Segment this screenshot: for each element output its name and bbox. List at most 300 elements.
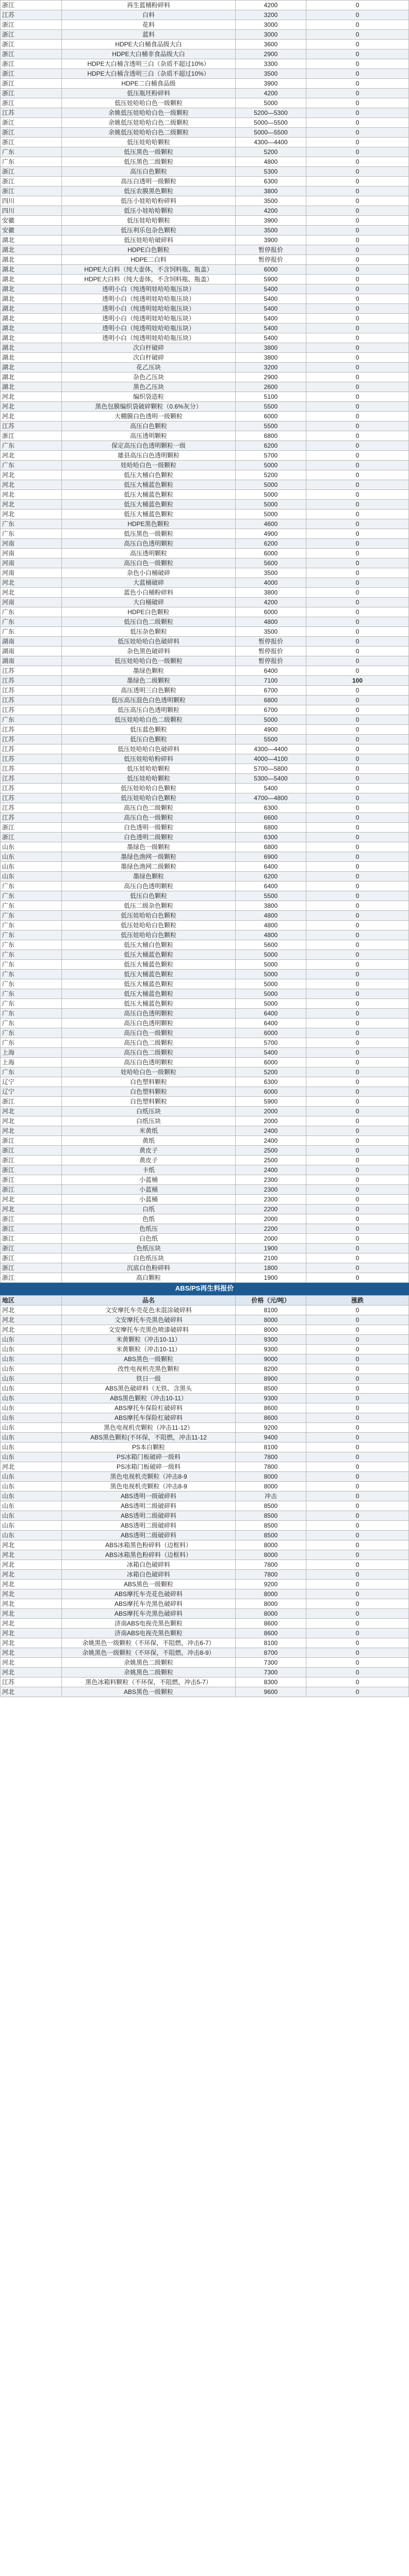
product-cell: 高压白色透明颗粒 bbox=[62, 539, 236, 549]
table-row bbox=[1, 1195, 409, 1205]
product-cell: 低压娃哈哈白色一级颗粒 bbox=[62, 656, 236, 666]
price-cell: 5900 bbox=[236, 275, 306, 284]
price-cell: 8300 bbox=[236, 1677, 306, 1687]
region-cell: 湖北 bbox=[1, 255, 62, 265]
change-cell: 0 bbox=[306, 1629, 409, 1638]
region-cell: 浙江 bbox=[1, 138, 62, 147]
product-cell: 花乙压块 bbox=[62, 363, 236, 372]
table-row bbox=[1, 1354, 409, 1364]
price-cell: 8000 bbox=[236, 1325, 306, 1335]
change-cell: 0 bbox=[306, 226, 409, 235]
table-row bbox=[1, 382, 409, 392]
change-cell: 0 bbox=[306, 470, 409, 480]
table-row bbox=[1, 226, 409, 235]
region-cell: 浙江 bbox=[1, 1263, 62, 1273]
table-row bbox=[1, 1413, 409, 1423]
price-cell: 5000 bbox=[236, 98, 306, 108]
region-cell: 浙江 bbox=[1, 1214, 62, 1224]
table-row bbox=[1, 872, 409, 882]
price-cell: 5700 bbox=[236, 451, 306, 461]
product-cell: 低压大桶蓝色颗粒 bbox=[62, 490, 236, 500]
change-cell: 0 bbox=[306, 979, 409, 989]
product-cell: 高压白色颗粒 bbox=[62, 421, 236, 431]
region-cell: 山东 bbox=[1, 1384, 62, 1394]
change-cell: 0 bbox=[306, 1146, 409, 1156]
change-cell: 0 bbox=[306, 598, 409, 607]
price-cell: 7800 bbox=[236, 1452, 306, 1462]
table-row bbox=[1, 519, 409, 529]
price-cell: 暂停报价 bbox=[236, 647, 306, 656]
change-cell: 0 bbox=[306, 686, 409, 696]
price-cell: 6000 bbox=[236, 549, 306, 558]
region-cell: 江苏 bbox=[1, 421, 62, 431]
table-row bbox=[1, 1116, 409, 1126]
product-cell: 雄县高压白色透明颗粒 bbox=[62, 451, 236, 461]
product-cell: 低压大桶蓝色颗粒 bbox=[62, 979, 236, 989]
price-cell: 8000 bbox=[236, 1540, 306, 1550]
region-cell: 河南 bbox=[1, 558, 62, 568]
region-cell: 广东 bbox=[1, 157, 62, 167]
table-row bbox=[1, 167, 409, 177]
product-cell: 高压白透明一级颗粒 bbox=[62, 177, 236, 187]
table-row bbox=[1, 1067, 409, 1077]
product-cell: 低压娃哈哈颗粒 bbox=[62, 764, 236, 774]
product-cell: ABS透明二级破碎料 bbox=[62, 1511, 236, 1521]
region-cell: 山东 bbox=[1, 1501, 62, 1511]
product-cell: 高白颗粒 bbox=[62, 1273, 236, 1283]
change-cell: 0 bbox=[306, 607, 409, 617]
price-cell: 4300—4400 bbox=[236, 138, 306, 147]
table-row bbox=[1, 558, 409, 568]
price-cell: 8000 bbox=[236, 1599, 306, 1609]
product-cell: 余姚黑色二级颗粒 bbox=[62, 1658, 236, 1668]
price-cell: 2100 bbox=[236, 1253, 306, 1263]
product-cell: HDPE黑色颗粒 bbox=[62, 519, 236, 529]
table-row bbox=[1, 979, 409, 989]
region-cell: 广东 bbox=[1, 930, 62, 940]
region-cell: 河南 bbox=[1, 598, 62, 607]
table-row bbox=[1, 255, 409, 265]
change-cell: 0 bbox=[306, 1009, 409, 1019]
header-change: 涨跌 bbox=[306, 1296, 409, 1306]
change-cell: 0 bbox=[306, 372, 409, 382]
change-cell: 0 bbox=[306, 578, 409, 588]
change-cell: 0 bbox=[306, 1136, 409, 1146]
product-cell: 白色塑料颗粒 bbox=[62, 1087, 236, 1097]
region-cell: 浙江 bbox=[1, 59, 62, 69]
product-cell: ABS冰箱黑色粉碎料（边框料） bbox=[62, 1540, 236, 1550]
table-row bbox=[1, 999, 409, 1009]
change-cell: 0 bbox=[306, 989, 409, 999]
change-cell: 0 bbox=[306, 461, 409, 470]
change-cell: 0 bbox=[306, 421, 409, 431]
region-cell: 湖南 bbox=[1, 637, 62, 647]
change-cell: 0 bbox=[306, 59, 409, 69]
table-row bbox=[1, 1609, 409, 1619]
table-row bbox=[1, 627, 409, 637]
region-cell: 江苏 bbox=[1, 676, 62, 686]
table-row bbox=[1, 343, 409, 353]
region-cell: 河北 bbox=[1, 588, 62, 598]
price-cell: 6300 bbox=[236, 177, 306, 187]
region-cell: 湖北 bbox=[1, 382, 62, 392]
change-cell: 0 bbox=[306, 1273, 409, 1283]
table-header-row bbox=[1, 1296, 409, 1306]
price-cell: 2400 bbox=[236, 1126, 306, 1136]
price-cell: 3200 bbox=[236, 10, 306, 20]
product-cell: 墨绿色颗粒 bbox=[62, 872, 236, 882]
table-row bbox=[1, 1214, 409, 1224]
section-title: ABS/PS再生料报价 bbox=[0, 1283, 409, 1295]
change-cell: 0 bbox=[306, 1028, 409, 1038]
change-cell: 0 bbox=[306, 960, 409, 970]
region-cell: 山东 bbox=[1, 1521, 62, 1531]
change-cell: 0 bbox=[306, 187, 409, 196]
change-cell: 0 bbox=[306, 1354, 409, 1364]
table-row bbox=[1, 1648, 409, 1658]
price-cell: 2900 bbox=[236, 372, 306, 382]
table-row bbox=[1, 1, 409, 10]
price-cell: 2000 bbox=[236, 1116, 306, 1126]
product-cell: 低压大桶蓝色颗粒 bbox=[62, 970, 236, 979]
region-cell: 河南 bbox=[1, 539, 62, 549]
change-cell: 0 bbox=[306, 1195, 409, 1205]
table-row bbox=[1, 1423, 409, 1433]
change-cell: 0 bbox=[306, 314, 409, 324]
product-cell: 透明小白（纯透明娃哈哈瓶压块） bbox=[62, 284, 236, 294]
change-cell: 0 bbox=[306, 441, 409, 451]
region-cell: 河北 bbox=[1, 1658, 62, 1668]
table-row bbox=[1, 1364, 409, 1374]
change-cell: 0 bbox=[306, 412, 409, 421]
table-row bbox=[1, 441, 409, 451]
table-row bbox=[1, 1146, 409, 1156]
product-cell: 色纸 bbox=[62, 1214, 236, 1224]
product-cell: HDPE白色颗粒 bbox=[62, 245, 236, 255]
region-cell: 湖北 bbox=[1, 324, 62, 333]
region-cell: 山东 bbox=[1, 1364, 62, 1374]
product-cell: 白纸压块 bbox=[62, 1107, 236, 1116]
table-row bbox=[1, 891, 409, 901]
table-row bbox=[1, 1253, 409, 1263]
change-cell: 0 bbox=[306, 206, 409, 216]
region-cell: 广东 bbox=[1, 891, 62, 901]
product-cell: PS本白颗粒 bbox=[62, 1443, 236, 1452]
product-cell: 高压白色透明颗粒 bbox=[62, 882, 236, 891]
product-cell: HDPE二白桶食品级 bbox=[62, 79, 236, 89]
price-cell: 6700 bbox=[236, 686, 306, 696]
table-row bbox=[1, 89, 409, 98]
table-row bbox=[1, 1224, 409, 1234]
table-row bbox=[1, 284, 409, 294]
product-cell: ABS摩托车壳花色破碎料 bbox=[62, 1589, 236, 1599]
region-cell: 广东 bbox=[1, 940, 62, 950]
region-cell: 浙江 bbox=[1, 1165, 62, 1175]
table-row bbox=[1, 245, 409, 255]
change-cell: 0 bbox=[306, 803, 409, 813]
product-cell: 高压白色一级颗粒 bbox=[62, 813, 236, 823]
price-cell: 3500 bbox=[236, 226, 306, 235]
table-row bbox=[1, 911, 409, 921]
price-cell: 9300 bbox=[236, 1394, 306, 1403]
price-table bbox=[0, 0, 409, 1283]
price-cell: 6800 bbox=[236, 823, 306, 833]
price-cell: 5300—5400 bbox=[236, 774, 306, 784]
table-row bbox=[1, 98, 409, 108]
product-cell: 余姚低压娃哈哈白色二级颗粒 bbox=[62, 118, 236, 128]
product-cell: 白纸压块 bbox=[62, 1116, 236, 1126]
table-row bbox=[1, 216, 409, 226]
price-cell: 2500 bbox=[236, 1146, 306, 1156]
product-cell: 编织袋造粒 bbox=[62, 392, 236, 402]
change-cell: 0 bbox=[306, 1570, 409, 1580]
region-cell: 江苏 bbox=[1, 705, 62, 715]
change-cell: 0 bbox=[306, 451, 409, 461]
table-row bbox=[1, 1492, 409, 1501]
change-cell: 0 bbox=[306, 79, 409, 89]
change-cell: 0 bbox=[306, 500, 409, 510]
region-cell: 河北 bbox=[1, 402, 62, 412]
region-cell: 河北 bbox=[1, 1638, 62, 1648]
change-cell: 0 bbox=[306, 1521, 409, 1531]
price-cell: 3500 bbox=[236, 568, 306, 578]
table-row bbox=[1, 656, 409, 666]
region-cell: 浙江 bbox=[1, 1185, 62, 1195]
table-row bbox=[1, 1482, 409, 1492]
price-cell: 5200 bbox=[236, 147, 306, 157]
change-cell: 0 bbox=[306, 696, 409, 705]
table-row bbox=[1, 363, 409, 372]
region-cell: 浙江 bbox=[1, 833, 62, 842]
region-cell: 山东 bbox=[1, 1511, 62, 1521]
table-row bbox=[1, 950, 409, 960]
change-cell: 0 bbox=[306, 1077, 409, 1087]
price-cell: 4800 bbox=[236, 930, 306, 940]
product-cell: 白色塑料颗粒 bbox=[62, 1077, 236, 1087]
table-row bbox=[1, 1394, 409, 1403]
price-cell: 6200 bbox=[236, 441, 306, 451]
product-cell: 低压大桶白色颗粒 bbox=[62, 470, 236, 480]
change-cell: 0 bbox=[306, 1315, 409, 1325]
table-row bbox=[1, 1589, 409, 1599]
table-row bbox=[1, 725, 409, 735]
table-row bbox=[1, 372, 409, 382]
product-cell: 济南ABS电视壳黑色颗粒 bbox=[62, 1619, 236, 1629]
price-cell: 5300 bbox=[236, 167, 306, 177]
region-cell: 浙江 bbox=[1, 89, 62, 98]
price-cell: 3900 bbox=[236, 235, 306, 245]
price-cell: 2300 bbox=[236, 1185, 306, 1195]
product-cell: 卡纸 bbox=[62, 1165, 236, 1175]
change-cell: 0 bbox=[306, 1580, 409, 1589]
price-cell: 7800 bbox=[236, 1462, 306, 1472]
table-row bbox=[1, 187, 409, 196]
price-cell: 暂停报价 bbox=[236, 245, 306, 255]
price-cell: 暂停报价 bbox=[236, 637, 306, 647]
change-cell: 0 bbox=[306, 627, 409, 637]
product-cell: 杂色黑色破碎料 bbox=[62, 647, 236, 656]
price-cell: 9000 bbox=[236, 1354, 306, 1364]
change-cell: 0 bbox=[306, 1263, 409, 1273]
change-cell: 0 bbox=[306, 1677, 409, 1687]
table-row bbox=[1, 813, 409, 823]
region-cell: 广东 bbox=[1, 1009, 62, 1019]
table-row bbox=[1, 1306, 409, 1315]
product-cell: 墨绿色二级颗粒 bbox=[62, 676, 236, 686]
change-cell: 0 bbox=[306, 1244, 409, 1253]
price-cell: 2900 bbox=[236, 49, 306, 59]
table-row bbox=[1, 40, 409, 49]
region-cell: 湖北 bbox=[1, 284, 62, 294]
product-cell: 低压大桶蓝色颗粒 bbox=[62, 500, 236, 510]
product-cell: ABS摩托车壳黑色破碎料 bbox=[62, 1599, 236, 1609]
table-row bbox=[1, 1540, 409, 1550]
table-row bbox=[1, 1156, 409, 1165]
price-cell: 5400 bbox=[236, 333, 306, 343]
product-cell: 黑色包膜编织袋破碎颗粒（0.6%灰分） bbox=[62, 402, 236, 412]
table-row bbox=[1, 1462, 409, 1472]
product-cell: ABS黑色一级颗粒 bbox=[62, 1580, 236, 1589]
region-cell: 山东 bbox=[1, 1452, 62, 1462]
table-row bbox=[1, 1058, 409, 1067]
product-cell: 黑色电视机壳颗粒（冲击11-12） bbox=[62, 1423, 236, 1433]
region-cell: 浙江 bbox=[1, 98, 62, 108]
price-cell: 2300 bbox=[236, 1195, 306, 1205]
product-cell: 墨绿色一级颗粒 bbox=[62, 842, 236, 852]
price-cell: 6400 bbox=[236, 1019, 306, 1028]
table-row bbox=[1, 1599, 409, 1609]
change-cell: 0 bbox=[306, 510, 409, 519]
region-cell: 河北 bbox=[1, 1629, 62, 1638]
price-cell: 8000 bbox=[236, 1550, 306, 1560]
product-cell: 低压娃哈哈颗粒 bbox=[62, 138, 236, 147]
region-cell: 浙江 bbox=[1, 1234, 62, 1244]
change-cell: 0 bbox=[306, 529, 409, 539]
region-cell: 河北 bbox=[1, 1462, 62, 1472]
product-cell: 济南ABS电视壳黑色颗粒 bbox=[62, 1629, 236, 1638]
change-cell: 0 bbox=[306, 1175, 409, 1185]
product-cell: HDPE大白桶含透明三白（杂质不超过10%） bbox=[62, 59, 236, 69]
change-cell: 0 bbox=[306, 167, 409, 177]
table-row bbox=[1, 196, 409, 206]
region-cell: 广东 bbox=[1, 979, 62, 989]
price-cell: 4200 bbox=[236, 1, 306, 10]
change-cell: 0 bbox=[306, 1560, 409, 1570]
table-row bbox=[1, 79, 409, 89]
region-cell: 浙江 bbox=[1, 30, 62, 40]
product-cell: 娃哈哈白色一级颗粒 bbox=[62, 461, 236, 470]
table-row bbox=[1, 607, 409, 617]
product-cell: ABS透明一级破碎料 bbox=[62, 1492, 236, 1501]
product-cell: 低压黑色一级颗粒 bbox=[62, 529, 236, 539]
change-cell: 0 bbox=[306, 549, 409, 558]
region-cell: 浙江 bbox=[1, 40, 62, 49]
change-cell: 0 bbox=[306, 1165, 409, 1175]
product-cell: HDPE大白料（纯大壶体，不含饲料瓶、瓶盖） bbox=[62, 275, 236, 284]
table-row bbox=[1, 549, 409, 558]
product-cell: 透明小白（纯透明娃哈哈瓶压块） bbox=[62, 304, 236, 314]
change-cell: 0 bbox=[306, 1531, 409, 1540]
product-cell: 低压大桶白色颗粒 bbox=[62, 940, 236, 950]
product-cell: ABS摩托车保险杠破碎料 bbox=[62, 1413, 236, 1423]
region-cell: 浙江 bbox=[1, 1146, 62, 1156]
change-cell: 0 bbox=[306, 921, 409, 930]
product-cell: HDPE大白桶非食品级大白 bbox=[62, 49, 236, 59]
product-cell: HDPE大白料（纯大壶体，不含饲料瓶、瓶盖） bbox=[62, 265, 236, 275]
price-cell: 5900 bbox=[236, 1097, 306, 1107]
product-cell: 杂色乙压块 bbox=[62, 372, 236, 382]
region-cell: 河北 bbox=[1, 490, 62, 500]
price-cell: 5100 bbox=[236, 392, 306, 402]
price-cell: 6400 bbox=[236, 666, 306, 676]
product-cell: 大棚膜白色透明一级颗粒 bbox=[62, 412, 236, 421]
change-cell: 0 bbox=[306, 891, 409, 901]
price-cell: 5400 bbox=[236, 294, 306, 304]
change-cell: 0 bbox=[306, 324, 409, 333]
table-row bbox=[1, 940, 409, 950]
region-cell: 河北 bbox=[1, 480, 62, 490]
region-cell: 河北 bbox=[1, 1205, 62, 1214]
price-cell: 9200 bbox=[236, 1580, 306, 1589]
region-cell: 河南 bbox=[1, 549, 62, 558]
price-cell: 暂停报价 bbox=[236, 656, 306, 666]
region-cell: 河北 bbox=[1, 1306, 62, 1315]
product-cell: 冰箱白色破碎料 bbox=[62, 1560, 236, 1570]
change-cell: 0 bbox=[306, 1413, 409, 1423]
price-cell: 8000 bbox=[236, 1315, 306, 1325]
price-cell: 9600 bbox=[236, 1687, 306, 1697]
price-cell: 5000—5500 bbox=[236, 118, 306, 128]
price-cell: 6700 bbox=[236, 705, 306, 715]
price-cell: 6200 bbox=[236, 872, 306, 882]
change-cell: 0 bbox=[306, 1384, 409, 1394]
table-row bbox=[1, 764, 409, 774]
product-cell: 高压透明颗粒 bbox=[62, 549, 236, 558]
change-cell: 0 bbox=[306, 1619, 409, 1629]
product-cell: 米黄颗粒（冲击10-11） bbox=[62, 1345, 236, 1354]
price-cell: 5700 bbox=[236, 1038, 306, 1048]
price-cell: 5000 bbox=[236, 510, 306, 519]
table-row bbox=[1, 1185, 409, 1195]
price-cell: 8200 bbox=[236, 1364, 306, 1374]
table-row bbox=[1, 1175, 409, 1185]
region-cell: 山东 bbox=[1, 1482, 62, 1492]
region-cell: 广东 bbox=[1, 882, 62, 891]
region-cell: 江苏 bbox=[1, 793, 62, 803]
table-row bbox=[1, 588, 409, 598]
region-cell: 浙江 bbox=[1, 118, 62, 128]
change-cell: 0 bbox=[306, 1403, 409, 1413]
product-cell: 墨绿色渔网二级颗粒 bbox=[62, 862, 236, 872]
change-cell: 0 bbox=[306, 1648, 409, 1658]
change-cell: 0 bbox=[306, 823, 409, 833]
change-cell: 0 bbox=[306, 402, 409, 412]
table-row bbox=[1, 823, 409, 833]
region-cell: 江苏 bbox=[1, 735, 62, 744]
price-cell: 2300 bbox=[236, 1175, 306, 1185]
table-row bbox=[1, 637, 409, 647]
table-row bbox=[1, 901, 409, 911]
change-cell: 0 bbox=[306, 852, 409, 862]
change-cell: 0 bbox=[306, 950, 409, 960]
product-cell: 蓝色小白桶粉碎料 bbox=[62, 588, 236, 598]
region-cell: 河北 bbox=[1, 500, 62, 510]
change-cell: 0 bbox=[306, 656, 409, 666]
change-cell: 0 bbox=[306, 69, 409, 79]
region-cell: 河北 bbox=[1, 1619, 62, 1629]
change-cell: 0 bbox=[306, 1048, 409, 1058]
product-cell: 低压高压白色透明颗粒 bbox=[62, 705, 236, 715]
